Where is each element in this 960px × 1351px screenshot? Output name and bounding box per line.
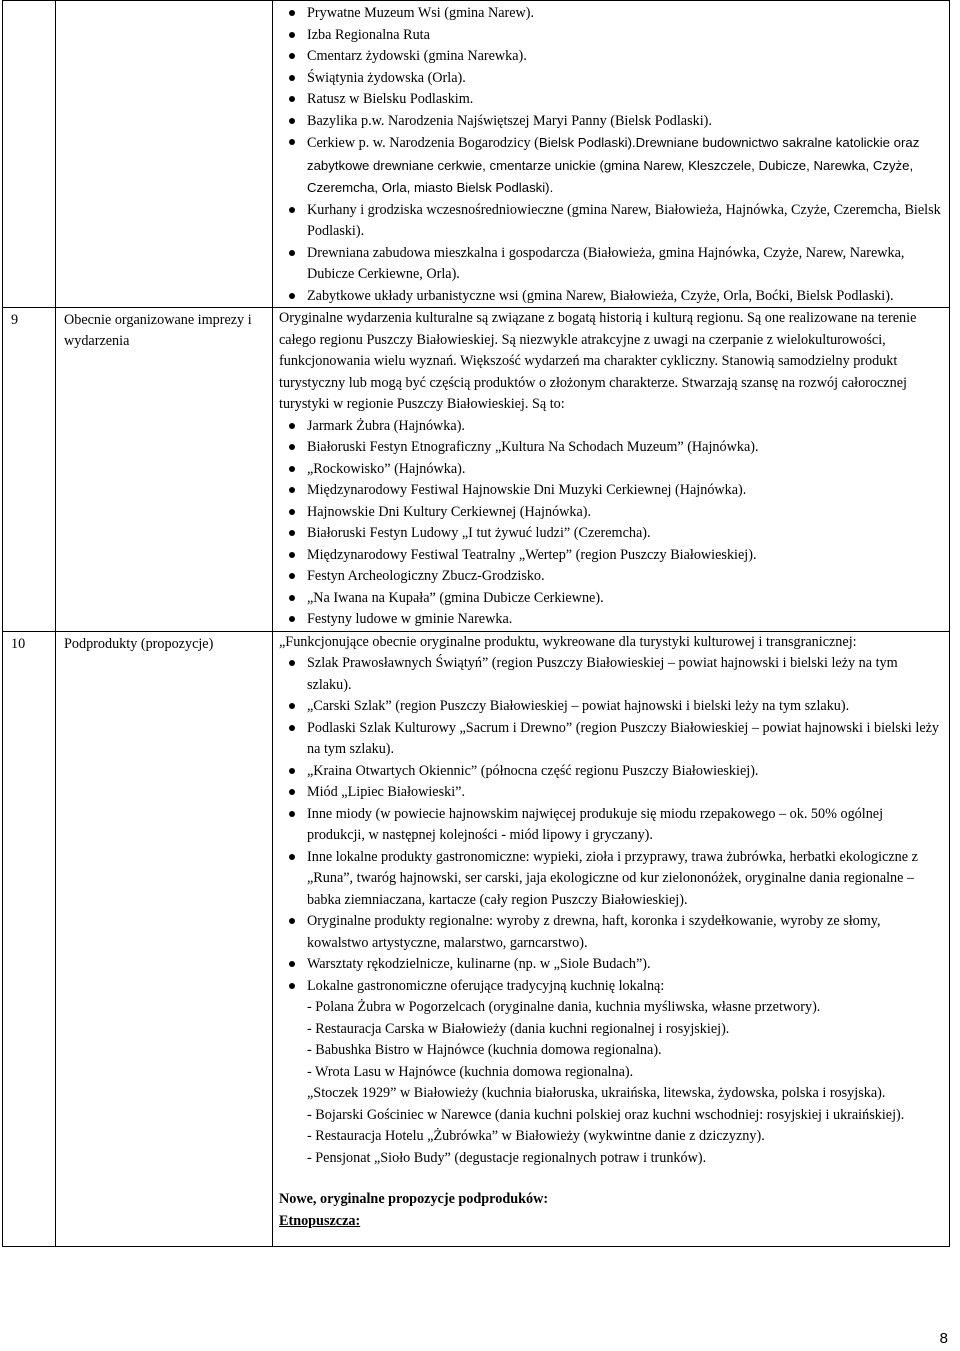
row-label-cell: Podprodukty (propozycje) bbox=[56, 631, 273, 1247]
list-item: Szlak Prawosławnych Świątyń” (region Puszczy Białowieskiej – powiat hajnowski i bielski leży na tym szlaku). bbox=[279, 653, 943, 696]
list-item: Świątynia żydowska (Orla). bbox=[279, 68, 943, 90]
list-item: Jarmark Żubra (Hajnówka). bbox=[279, 416, 943, 438]
subproducts-intro: „Funkcjonujące obecnie oryginalne produktu, wykreowane dla turystyki kulturowej i transgranicznej: bbox=[279, 633, 857, 650]
sub-line: - Babushka Bistro w Hajnówce (kuchnia domowa regionalna). bbox=[307, 1042, 662, 1058]
bullet-icon bbox=[289, 983, 295, 989]
bullet-icon bbox=[289, 660, 295, 666]
row-content-cell bbox=[273, 308, 950, 632]
sub-line: „Stoczek 1929” w Białowieży (kuchnia białoruska, ukraińska, litewska, żydowska, polska i rosyjska). bbox=[307, 1085, 886, 1101]
list-item: Międzynarodowy Festiwal Teatralny „Wertep” (region Puszczy Białowieskiej). bbox=[279, 545, 943, 567]
list-item: Festyny ludowe w gminie Narewka. bbox=[279, 609, 943, 631]
sub-line: - Wrota Lasu w Hajnówce (kuchnia domowa regionalna). bbox=[307, 1063, 634, 1080]
sub-line: - Polana Żubra w Pogorzelcach (oryginalne dania, kuchnia myśliwska, własne przetwory). bbox=[307, 999, 821, 1015]
bullet-icon bbox=[289, 789, 295, 795]
bullet-icon bbox=[289, 961, 295, 967]
list-item: Hajnowskie Dni Kultury Cerkiewnej (Hajnówka). bbox=[279, 502, 943, 524]
row-number-cell bbox=[3, 1, 56, 308]
bullet-icon bbox=[289, 768, 295, 774]
bullet-icon bbox=[289, 96, 295, 102]
bullet-icon bbox=[289, 595, 295, 601]
table-row bbox=[3, 308, 950, 632]
bullet-icon bbox=[289, 725, 295, 731]
list-item: Inne lokalne produkty gastronomiczne: wypieki, zioła i przyprawy, trawa żubrówka, herbatki ekologiczne z „Runa”, twaróg hajnowski, ser carski, jaja ekologiczne od kur zielononóżek, oryginalne dania regionalne – babka ziemniaczana, kartacze (cały region Puszczy Białowieskiej). bbox=[279, 847, 943, 912]
attractions-list bbox=[279, 3, 943, 307]
list-item: Kurhany i grodziska wczesnośredniowieczne (gmina Narew, Białowieża, Hajnówka, Czyże, Czeremcha, Bielsk Podlaski). bbox=[279, 200, 943, 243]
list-item: Miód „Lipiec Białowieski”. bbox=[279, 782, 943, 804]
list-item: Prywatne Muzeum Wsi (gmina Narew). bbox=[279, 3, 943, 25]
bullet-icon bbox=[289, 573, 295, 579]
list-item: Podlaski Szlak Kulturowy „Sacrum i Drewno” (region Puszczy Białowieskiej – powiat hajnowski i bielski leży na tym szlaku). bbox=[279, 718, 943, 761]
bullet-icon bbox=[289, 293, 295, 299]
bullet-icon bbox=[289, 487, 295, 493]
list-item: Cerkiew p. w. Narodzenia Bogarodzicy (Bielsk Podlaski).Drewniane budownictwo sakralne katolickie oraz zabytkowe drewniane cerkwie, cmentarze unickie (gmina Narew, Kleszczele, Dubicze, Narewka, Czyże, Czeremcha, Orla, miasto Bielsk Podlaski). bbox=[279, 132, 943, 200]
bullet-icon bbox=[289, 854, 295, 860]
bullet-icon bbox=[289, 466, 295, 472]
bullet-icon bbox=[289, 32, 295, 38]
sub-line: - Pensjonat „Sioło Budy” (degustacje regionalnych potraw i trunków). bbox=[307, 1149, 707, 1166]
list-item: Izba Regionalna Ruta bbox=[279, 25, 943, 47]
page-number: 8 bbox=[939, 1330, 948, 1347]
list-item: Drewniana zabudowa mieszkalna i gospodarcza (Białowieża, gmina Hajnówka, Czyże, Narew, Narewka, Dubicze Cerkiewne, Orla). bbox=[279, 243, 943, 286]
list-item: Międzynarodowy Festiwal Hajnowskie Dni Muzyki Cerkiewnej (Hajnówka). bbox=[279, 480, 943, 502]
list-item: Białoruski Festyn Ludowy „I tut żywuć ludzi” (Czeremcha). bbox=[279, 523, 943, 545]
sub-line: - Bojarski Gościniec w Narewce (dania kuchni polskiej oraz kuchni wschodniej: rosyjskiej i ukraińskiej). bbox=[307, 1106, 905, 1123]
bullet-icon bbox=[289, 530, 295, 536]
list-item: Zabytkowe układy urbanistyczne wsi (gmina Narew, Białowieża, Czyże, Orla, Boćki, Bielsk Podlaski). bbox=[279, 286, 943, 308]
list-item: Festyn Archeologiczny Zbucz-Grodzisko. bbox=[279, 566, 943, 588]
list-item: Białoruski Festyn Etnograficzny „Kultura Na Schodach Muzeum” (Hajnówka). bbox=[279, 437, 943, 459]
spacer bbox=[279, 1169, 943, 1189]
bullet-icon bbox=[289, 53, 295, 59]
row-number-cell: 9 bbox=[3, 308, 56, 632]
bullet-icon bbox=[289, 552, 295, 558]
bullet-icon bbox=[289, 616, 295, 622]
events-list bbox=[279, 416, 943, 631]
list-item: „Rockowisko” (Hajnówka). bbox=[279, 459, 943, 481]
sub-line: - Restauracja Carska w Białowieży (dania kuchni regionalnej i rosyjskiej). bbox=[307, 1020, 730, 1037]
table-row bbox=[3, 1, 950, 308]
row-content-cell bbox=[273, 631, 950, 1247]
row-number-cell: 10 bbox=[3, 631, 56, 1247]
bullet-icon bbox=[289, 75, 295, 81]
list-item: Cmentarz żydowski (gmina Narewka). bbox=[279, 46, 943, 68]
table-row bbox=[3, 631, 950, 1247]
bullet-icon bbox=[289, 250, 295, 256]
bullet-icon bbox=[289, 444, 295, 450]
content-table bbox=[2, 0, 950, 1247]
bullet-icon bbox=[289, 509, 295, 515]
list-item: „Na Iwana na Kupała” (gmina Dubicze Cerkiewne). bbox=[279, 588, 943, 610]
restaurant-sublist bbox=[279, 997, 943, 1169]
new-proposals-heading: Nowe, oryginalne propozycje podproduków: bbox=[279, 1191, 549, 1207]
bullet-icon bbox=[289, 139, 295, 145]
row-label-cell bbox=[56, 1, 273, 308]
bullet-icon bbox=[289, 423, 295, 429]
list-item: Inne miody (w powiecie hajnowskim najwięcej produkuje się miodu rzepakowego – ok. 50% ogólnej produkcji, w następnej kolejności - miód lipowy i gryczany). bbox=[279, 804, 943, 847]
row-label-cell: Obecnie organizowane imprezy i wydarzenia bbox=[56, 308, 273, 632]
spacer bbox=[279, 1232, 943, 1246]
list-item: „Kraina Otwartych Okiennic” (północna część regionu Puszczy Białowieskiej). bbox=[279, 761, 943, 783]
list-item: Lokalne gastronomiczne oferujące tradycyjną kuchnię lokalną: bbox=[279, 976, 943, 998]
bullet-icon bbox=[289, 207, 295, 213]
events-intro: Oryginalne wydarzenia kulturalne są związane z bogatą historią i kulturą regionu. Są one realizowane na terenie całego regionu Puszczy Białowieskiej. Są niezwykle atrakcyjne z uwagi na czerpanie z wielokulturowości, funkcjonowania wielu wyznań. Większość wydarzeń ma charakter cykliczny. Stanowią samodzielny produkt turystyczny lub mogą być częścią produktów o złożonym charakterze. Stwarzają szansę na rozwój całorocznej turystyki w regionie Puszczy Białowieskiej. Są to: bbox=[279, 310, 917, 412]
bullet-icon bbox=[289, 811, 295, 817]
list-item: Bazylika p.w. Narodzenia Najświętszej Maryi Panny (Bielsk Podlaski). bbox=[279, 111, 943, 133]
sub-line: - Restauracja Hotelu „Żubrówka” w Białowieży (wykwintne danie z dziczyzny). bbox=[307, 1128, 765, 1144]
list-item: Warsztaty rękodzielnicze, kulinarne (np. w „Siole Budach”). bbox=[279, 954, 943, 976]
list-item: „Carski Szlak” (region Puszczy Białowieskiej – powiat hajnowski i bielski leży na tym szlaku). bbox=[279, 696, 943, 718]
bullet-icon bbox=[289, 118, 295, 124]
bullet-icon bbox=[289, 918, 295, 924]
subproducts-list bbox=[279, 653, 943, 997]
bullet-icon bbox=[289, 703, 295, 709]
etnopuszcza-heading: Etnopuszcza: bbox=[279, 1212, 361, 1229]
bullet-icon bbox=[289, 10, 295, 16]
row-content-cell bbox=[273, 1, 950, 308]
list-item: Oryginalne produkty regionalne: wyroby z drewna, haft, koronka i szydełkowanie, wyroby ze słomy, kowalstwo artystyczne, malarstwo, garncarstwo). bbox=[279, 911, 943, 954]
list-item: Ratusz w Bielsku Podlaskim. bbox=[279, 89, 943, 111]
